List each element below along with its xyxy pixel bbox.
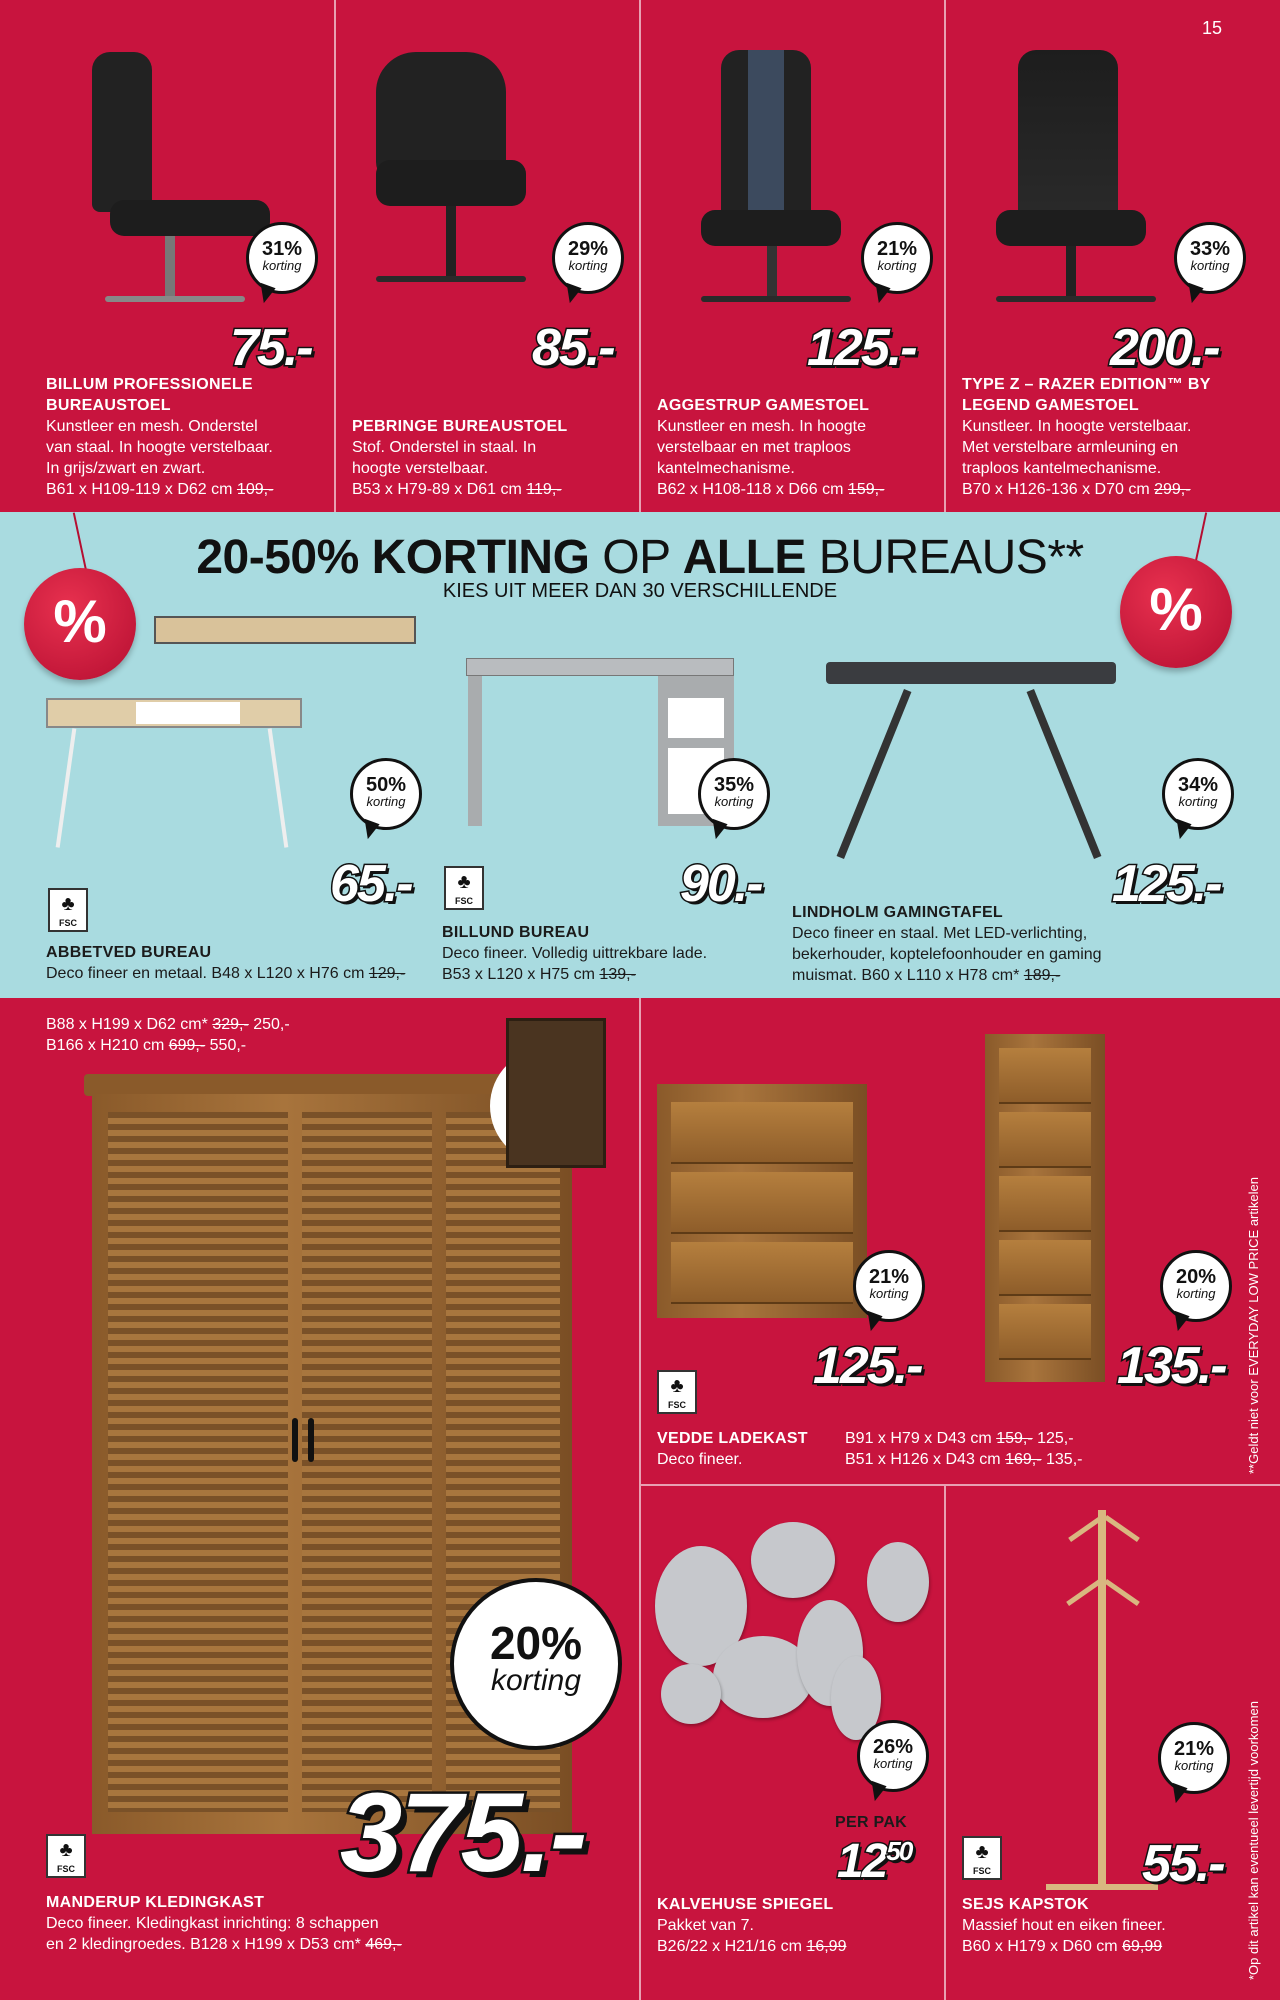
fsc-logo: ♣ FSC: [444, 866, 484, 910]
product-title: SEJS KAPSTOK: [962, 1896, 1089, 1913]
old-price: 159,-: [847, 481, 885, 498]
side-note: *Op dit artikel kan eventueel levertijd voorkomen: [1246, 1701, 1261, 1980]
new-price: 250,-: [253, 1016, 290, 1033]
product-desc: verstelbaar en met traploos: [657, 439, 851, 456]
fsc-logo: ♣ FSC: [962, 1836, 1002, 1880]
discount-badge: 20% korting: [1160, 1250, 1232, 1322]
old-price: 159,-: [996, 1430, 1033, 1447]
old-price: 469,-: [365, 1936, 402, 1953]
old-price: 109,-: [236, 481, 274, 498]
coat-stand-image: [1098, 1510, 1106, 1890]
product-desc: Pakket van 7.: [657, 1917, 754, 1934]
product-title: BILLUM PROFESSIONELE: [46, 376, 253, 393]
price: $12^{50}$: [837, 1835, 912, 1888]
product-desc: kantelmechanisme.: [657, 460, 795, 477]
product-desc: Deco fineer. Volledig uittrekbare lade.: [442, 945, 708, 962]
product-desc: Kunstleer en mesh. In hoogte: [657, 418, 867, 435]
product-razer[interactable]: [946, 0, 1280, 512]
variant-dims: B88 x H199 x D62 cm*: [46, 1016, 208, 1033]
chair-image: [1018, 50, 1118, 220]
product-desc: Met verstelbare armleuning en: [962, 439, 1179, 456]
price: 65.-: [330, 855, 412, 913]
old-price: 69,99: [1122, 1938, 1163, 1955]
variant-dims: B91 x H79 x D43 cm: [845, 1430, 992, 1447]
product-desc: van staal. In hoogte verstelbaar.: [46, 439, 273, 456]
product-title: PEBRINGE BUREAUSTOEL: [352, 418, 568, 435]
product-title: KALVEHUSE SPIEGEL: [657, 1896, 834, 1913]
price: 85.-: [532, 319, 614, 377]
old-price: 119,-: [526, 481, 562, 498]
product-title-2: LEGEND GAMESTOEL: [962, 397, 1139, 414]
product-desc: Kunstleer en mesh. Onderstel: [46, 418, 258, 435]
discount-badge: 33% korting: [1174, 222, 1246, 294]
product-desc: Kunstleer. In hoogte verstelbaar.: [962, 418, 1192, 435]
product-dims: B26/22 x H21/16 cm: [657, 1938, 802, 1955]
discount-badge: 21% korting: [1158, 1722, 1230, 1794]
product-dims: B60 x H179 x D60 cm: [962, 1938, 1118, 1955]
percent-ornament: %: [24, 568, 136, 680]
side-note: **Geldt niet voor EVERYDAY LOW PRICE artikelen: [1246, 1177, 1261, 1474]
per-pak-label: PER PAK: [835, 1814, 908, 1831]
old-price: 139,-: [599, 966, 636, 983]
product-dims: B62 x H108-118 x D66 cm: [657, 481, 844, 498]
tall-dresser-image: [985, 1034, 1105, 1382]
product-billum[interactable]: [0, 0, 334, 512]
price: 90.-: [680, 855, 762, 913]
product-kalvehuse[interactable]: [641, 1486, 944, 2000]
product-dims: B70 x H126-136 x D70 cm: [962, 481, 1150, 498]
price: 75.-: [230, 319, 312, 377]
desk-image: [154, 616, 416, 644]
product-desc: Deco fineer.: [657, 1451, 743, 1468]
desk-promo-band: [0, 512, 1280, 998]
band-subtitle: KIES UIT MEER DAN 30 VERSCHILLENDE: [442, 580, 838, 602]
fsc-logo: ♣ FSC: [46, 1834, 86, 1878]
variant-dims: B51 x H126 x D43 cm: [845, 1451, 1001, 1468]
discount-badge: 21% korting: [853, 1250, 925, 1322]
old-price: 129,-: [368, 965, 406, 982]
price: 55.-: [1142, 1835, 1224, 1893]
price: 200.-: [1110, 319, 1219, 377]
product-title: ABBETVED BUREAU: [46, 944, 212, 961]
product-title: BILLUND BUREAU: [442, 924, 590, 941]
product-desc: bekerhouder, koptelefoonhouder en gaming: [792, 946, 1102, 963]
product-title: TYPE Z – RAZER EDITION™ BY: [962, 376, 1211, 393]
discount-badge: 34% korting: [1162, 758, 1234, 830]
discount-badge: 21% korting: [861, 222, 933, 294]
old-price: 699,-: [168, 1037, 206, 1054]
product-vedde[interactable]: [641, 998, 1241, 1484]
old-price: 169,-: [1005, 1451, 1042, 1468]
product-dims: B53 x L120 x H75 cm: [442, 966, 595, 983]
product-aggestrup[interactable]: [641, 0, 944, 512]
new-price: 125,-: [1037, 1430, 1074, 1447]
price: 375.-: [340, 1770, 586, 1895]
page-number: 15: [1201, 18, 1222, 38]
old-price: 329,-: [212, 1016, 249, 1033]
product-title: MANDERUP KLEDINGKAST: [46, 1894, 265, 1911]
new-price: 550,-: [209, 1037, 247, 1054]
discount-badge: 31% korting: [246, 222, 318, 294]
product-desc: en 2 kledingroedes. B128 x H199 x D53 cm*: [46, 1936, 361, 1953]
product-sejs[interactable]: [946, 1486, 1280, 2000]
product-title: LINDHOLM GAMINGTAFEL: [792, 904, 1004, 921]
product-desc: Stof. Onderstel in staal. In: [352, 439, 537, 456]
chair-image: [92, 52, 152, 212]
discount-badge: 35% korting: [698, 758, 770, 830]
product-desc: traploos kantelmechanisme.: [962, 460, 1162, 477]
price: 125.-: [807, 319, 916, 377]
product-desc: Deco fineer. Kledingkast inrichting: 8 schappen: [46, 1915, 379, 1932]
old-price: 16,99: [806, 1938, 847, 1955]
desk-image: [826, 662, 1116, 684]
product-manderup[interactable]: [0, 998, 639, 2000]
chair-image: [721, 50, 811, 220]
old-price: 189,-: [1023, 967, 1061, 984]
product-desc: In grijs/zwart en zwart.: [46, 460, 206, 477]
product-dims: B53 x H79-89 x D61 cm: [352, 481, 522, 498]
fsc-logo: ♣ FSC: [657, 1370, 697, 1414]
discount-badge: 50% korting: [350, 758, 422, 830]
product-desc: Massief hout en eiken fineer.: [962, 1917, 1166, 1934]
discount-badge: 20% korting: [450, 1578, 622, 1750]
price: 135.-: [1117, 1337, 1226, 1395]
price: 125.-: [1112, 855, 1221, 913]
discount-badge: 29% korting: [552, 222, 624, 294]
new-price: 135,-: [1046, 1451, 1083, 1468]
variant-dims: B166 x H210 cm: [46, 1037, 165, 1054]
product-title: AGGESTRUP GAMESTOEL: [657, 397, 870, 414]
product-pebringe[interactable]: [336, 0, 639, 512]
product-desc: Deco fineer en staal. Met LED-verlichting,: [792, 925, 1088, 942]
desk-image: [466, 658, 734, 676]
fsc-logo: ♣ FSC: [48, 888, 88, 932]
dresser-image: [657, 1084, 867, 1318]
price: 125.-: [813, 1337, 922, 1395]
product-dims: muismat. B60 x L110 x H78 cm*: [792, 967, 1020, 984]
product-title: VEDDE LADEKAST: [657, 1430, 808, 1447]
discount-badge: 26% korting: [857, 1720, 929, 1792]
product-desc: Deco fineer en metaal. B48 x L120 x H76 cm: [46, 965, 365, 982]
product-dims: B61 x H109-119 x D62 cm: [46, 481, 233, 498]
product-title-2: BUREAUSTOEL: [46, 397, 171, 414]
old-price: 299,-: [1154, 481, 1191, 498]
percent-ornament: %: [1120, 556, 1232, 668]
band-title: 20-50% KORTING OP ALLE BUREAUS**: [196, 531, 1084, 584]
product-desc: hoogte verstelbaar.: [352, 460, 489, 477]
